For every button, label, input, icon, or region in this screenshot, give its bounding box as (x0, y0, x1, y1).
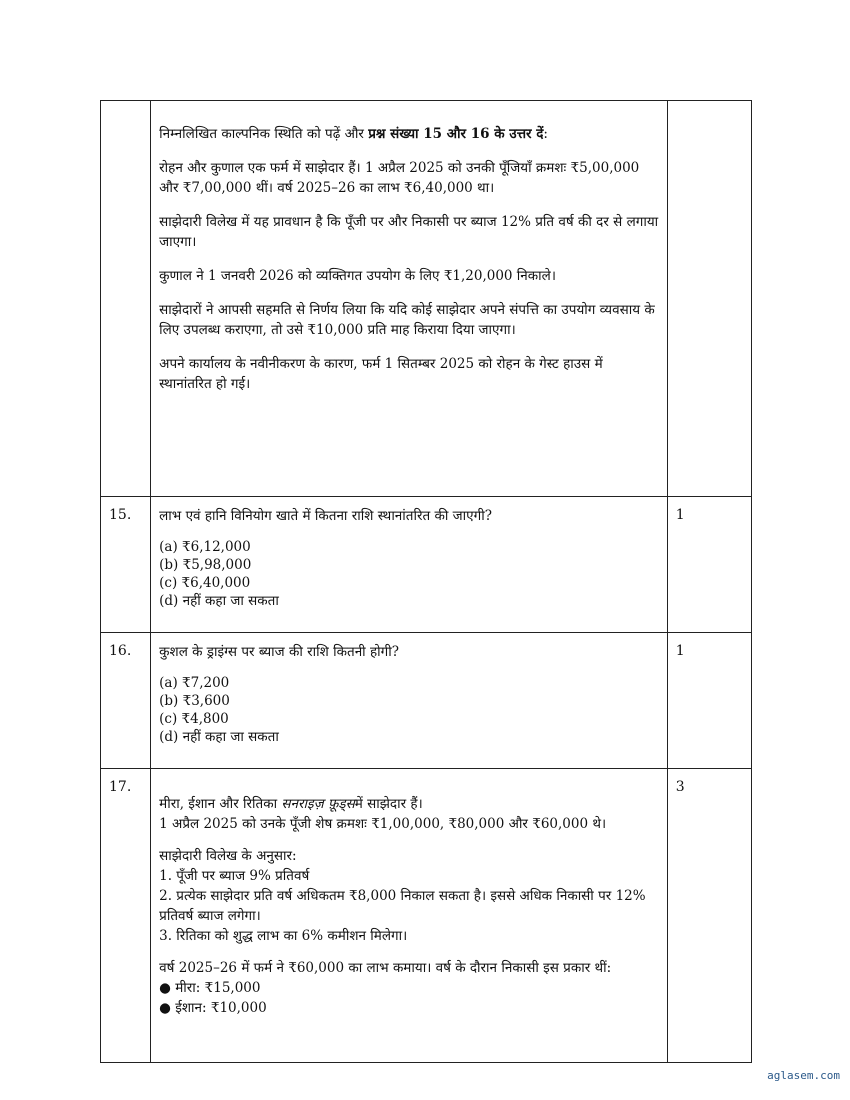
question-number: 16. (101, 633, 151, 769)
question-text: कुशल के ड्राइंग्स पर ब्याज की राशि कितनी होगी? (159, 644, 399, 660)
case-paragraph: रोहन और कुणाल एक फर्म में साझेदार हैं। 1 अप्रैल 2025 को उनकी पूँजियाँ क्रमशः ₹5,00,000 और ₹7,00,000 थीं। वर्ष 2025–26 का लाभ ₹6,40,000 था। (159, 160, 640, 196)
option: (d) नहीं कहा जा सकता (159, 593, 279, 609)
question-row-17 (101, 769, 752, 1063)
case-study-heading-bold: प्रश्न संख्या 15 और 16 के उत्तर दें (368, 126, 544, 142)
question-number: 17. (101, 769, 151, 1063)
deed-point: 2. प्रत्येक साझेदार प्रति वर्ष अधिकतम ₹8,000 निकाल सकता है। इससे अधिक निकासी पर 12% प्रतिवर्ष ब्याज लगेगा। (159, 888, 646, 924)
question-row-15 (101, 497, 752, 633)
case-study-heading: निम्नलिखित काल्पनिक स्थिति को पढ़ें और प्रश्न संख्या 15 और 16 के उत्तर दें: (159, 126, 548, 142)
question-text: लाभ एवं हानि विनियोग खाते में कितना राशि स्थानांतरित की जाएगी? (159, 508, 492, 524)
question-body (151, 497, 668, 633)
site-watermark: aglasem.com (767, 1069, 840, 1082)
case-study-text (151, 101, 668, 497)
option: (a) ₹6,12,000 (159, 539, 251, 555)
case-paragraph: कुणाल ने 1 जनवरी 2026 को व्यक्तिगत उपयोग के लिए ₹1,20,000 निकाले। (159, 268, 556, 284)
option: (b) ₹3,600 (159, 693, 230, 709)
marks-cell (667, 101, 751, 497)
case-paragraph: साझेदारी विलेख में यह प्रावधान है कि पूँजी पर और निकासी पर ब्याज 12% प्रति वर्ष की दर से लगाया जाएगा। (159, 214, 659, 250)
option: (a) ₹7,200 (159, 675, 230, 691)
question-row-16 (101, 633, 752, 769)
option: (b) ₹5,98,000 (159, 557, 252, 573)
capital-balances: 1 अप्रैल 2025 को उनके पूँजी शेष क्रमशः ₹1,00,000, ₹80,000 और ₹60,000 थे। (159, 816, 607, 832)
profit-line: वर्ष 2025–26 में फर्म ने ₹60,000 का लाभ कमाया। वर्ष के दौरान निकासी इस प्रकार थीं: (159, 960, 612, 976)
profit-drawings (159, 958, 659, 1018)
deed-terms (159, 846, 659, 946)
case-paragraph: अपने कार्यालय के नवीनीकरण के कारण, फर्म 1 सितम्बर 2025 को रोहन के गेस्ट हाउस में स्थानांतरित हो गई। (159, 356, 603, 392)
deed-heading: साझेदारी विलेख के अनुसार: (159, 848, 297, 864)
options-list (159, 538, 659, 610)
case-paragraph: साझेदारों ने आपसी सहमति से निर्णय लिया कि यदि कोई साझेदार अपने संपत्ति का उपयोग व्यवसाय के लिए उपलब्ध कराएगा, तो उसे ₹10,000 प्रति माह किराया दिया जाएगा। (159, 302, 655, 338)
option: (c) ₹4,800 (159, 711, 229, 727)
question-body (151, 769, 668, 1063)
marks-value: 3 (667, 769, 751, 1063)
option: (c) ₹6,40,000 (159, 575, 251, 591)
firm-name: सनराइज़ फ़ूड्स (281, 796, 355, 812)
deed-point: 1. पूँजी पर ब्याज 9% प्रतिवर्ष (159, 868, 310, 884)
option: (d) नहीं कहा जा सकता (159, 729, 279, 745)
question-number: 15. (101, 497, 151, 633)
drawing-item: ● मीरा: ₹15,000 (159, 980, 261, 996)
question-table (100, 100, 752, 1063)
question-number-cell (101, 101, 151, 497)
case-study-row (101, 101, 752, 497)
marks-value: 1 (667, 633, 751, 769)
deed-point: 3. रितिका को शुद्ध लाभ का 6% कमीशन मिलेगा। (159, 928, 408, 944)
drawing-item: ● ईशान: ₹10,000 (159, 1000, 267, 1016)
marks-value: 1 (667, 497, 751, 633)
options-list (159, 674, 659, 746)
question-body (151, 633, 668, 769)
firm-intro: मीरा, ईशान और रितिका सनराइज़ फ़ूड्समें साझेदार हैं। 1 अप्रैल 2025 को उनके पूँजी शेष क्रमशः ₹1,00,000, ₹80,000 और ₹60,000 थे। (159, 796, 607, 832)
